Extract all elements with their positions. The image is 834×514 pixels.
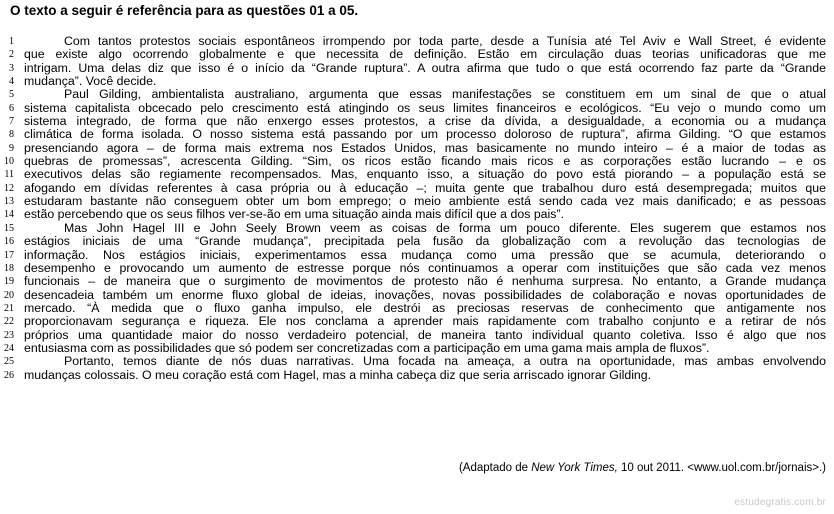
line-text: desempenho e provocando um aumento de estresse porque nós continuamos a operar com instituições que são cada vez menos	[24, 260, 826, 275]
line-number: 22	[4, 316, 14, 328]
line-number: 13	[4, 196, 14, 208]
line-text: Paul Gilding, ambientalista australiano, argumenta que essas manifestações se constituem em um sinal de que o atual	[64, 87, 826, 102]
site-watermark: estudegratis.com.br	[734, 497, 826, 508]
text-line	[0, 275, 834, 288]
line-number: 14	[4, 209, 14, 221]
text-line	[0, 369, 834, 382]
line-number: 2	[9, 49, 14, 61]
text-line	[0, 235, 834, 248]
line-text: informação. Nos estágios iniciais, experimentamos essa mudança como uma pressão que se acumula, deteriorando o	[24, 247, 826, 262]
line-text: executivos delas são regiamente recompensados. Mas, enquanto isso, a situação do povo está piorando – a população está se	[24, 167, 826, 182]
text-line	[0, 142, 834, 155]
line-text: proporcionavam segurança e riqueza. Ele nos conclama a aprender mais rapidamente com trabalho conjunto e a retirar de nós	[24, 314, 826, 329]
text-line	[0, 48, 834, 61]
text-line	[0, 128, 834, 141]
line-text: desencadeia também um enorme fluxo global de ideias, inovações, novas possibilidades de colaboração e novas oportunidades de	[24, 287, 826, 302]
text-line	[0, 115, 834, 128]
line-number: 21	[4, 302, 14, 314]
line-number: 1	[9, 36, 14, 47]
text-line	[0, 155, 834, 168]
text-line	[0, 208, 834, 221]
line-text: climática de forma isolada. O nosso sistema está passando por um processo doloroso de ruptura”, afirma Gilding. “O que estamos	[24, 127, 826, 142]
line-text: quebras de promessas”, acrescenta Gilding. “Sim, os ricos estão ficando mais ricos e as corporações estão lucrando – e os	[24, 154, 826, 169]
line-number: 10	[4, 156, 14, 168]
line-number: 15	[4, 222, 14, 234]
line-number: 24	[4, 342, 14, 354]
line-number: 18	[4, 262, 14, 274]
line-text: Mas John Hagel III e John Seely Brown veem as coisas de forma um pouco diferente. Eles sugerem que estamos nos	[64, 220, 826, 235]
line-text: afogando em dívidas referentes à casa própria ou à educação –; muita gente que trabalhou duro está desempregada; muitos que	[24, 180, 826, 195]
line-number: 5	[9, 89, 14, 101]
text-line	[0, 302, 834, 315]
text-line	[0, 62, 834, 75]
line-number: 16	[4, 236, 14, 248]
page-heading: O texto a seguir é referência para as questões 01 a 05.	[10, 3, 359, 18]
text-line	[0, 75, 834, 88]
line-text: estão percebendo que os seus filhos ver-se-ão em uma situação ainda mais difícil que a dos pais”.	[24, 207, 564, 222]
source-citation	[459, 462, 826, 474]
text-line	[0, 355, 834, 368]
text-line	[0, 249, 834, 262]
text-line	[0, 222, 834, 235]
text-line	[0, 88, 834, 101]
text-line	[0, 182, 834, 195]
line-text: presenciando agora – de forma mais extrema nos Estados Unidos, mas basicamente no mundo inteiro – é a maior de todas as	[24, 140, 826, 155]
line-number: 9	[9, 142, 14, 154]
source-prefix: (Adaptado de	[458, 462, 532, 474]
text-line	[0, 315, 834, 328]
line-number: 3	[9, 62, 14, 74]
line-text: que existe algo ocorrendo globalmente e que necessita de definição. Estão em circulação duas teorias unificadoras que me	[24, 47, 826, 62]
text-line	[0, 35, 834, 48]
line-text: Portanto, temos diante de nós duas narrativas. Uma focada na ameaça, a outra na oportunidade, mas ambas envolvendo	[64, 354, 826, 369]
line-text: intrigam. Uma delas diz que isso é o início da “Grande ruptura”. A outra afirma que tudo o que está ocorrendo faz parte da “Grande	[24, 60, 826, 75]
line-number: 7	[9, 116, 14, 128]
line-text: sistema integrado, de forma que não enxergo esses protestos, a crise da dívida, a desigualdade, a economia ou a mudança	[24, 114, 826, 129]
line-text: estudaram bastante não conseguem obter um bom emprego; o meio ambiente está sendo cada vez mais danificado; e as pessoas	[24, 194, 826, 209]
text-line	[0, 262, 834, 275]
line-text: entusiasma com as possibilidades que só podem ser concretizadas com a participação em uma gama mais ampla de fluxos”.	[24, 340, 710, 355]
source-suffix: 10 out 2011. <www.uol.com.br/jornais>.)	[617, 462, 826, 474]
line-number: 11	[4, 169, 14, 181]
text-line	[0, 342, 834, 355]
line-number: 4	[9, 76, 14, 88]
text-line	[0, 289, 834, 302]
line-number: 26	[4, 369, 14, 381]
line-text: mudanças colossais. O meu coração está com Hagel, mas a minha cabeça diz que seria arriscado ignorar Gilding.	[24, 367, 652, 382]
line-number: 6	[9, 102, 14, 114]
line-number: 25	[4, 356, 14, 368]
text-line	[0, 195, 834, 208]
line-text: próprios uma quantidade maior do nosso verdadeiro potencial, de maneira tanto individual quanto coletiva. Isso é algo que nos	[24, 327, 826, 342]
line-text: mercado. “À medida que o fluxo ganha impulso, ele destrói as preciosas reservas de conhecimento que antigamente nos	[24, 300, 826, 315]
text-line	[0, 168, 834, 181]
line-number: 12	[4, 182, 14, 194]
line-text: funcionais – de maneira que o surgimento de movimentos de protesto não é nenhuma surpresa. No entanto, a Grande mudança	[24, 274, 826, 289]
line-number: 17	[4, 249, 14, 261]
line-text: estágios iniciais de uma “Grande mudança”, precipitada pela fusão da globalização com a revolução das tecnologias de	[24, 234, 826, 249]
text-line	[0, 329, 834, 342]
line-text: mudança”. Você decide.	[24, 74, 157, 89]
line-text: Com tantos protestos sociais espontâneos irrompendo por toda parte, desde a Tunísia até Tel Aviv e Wall Street, é evidente	[64, 34, 826, 48]
text-body	[0, 35, 834, 382]
line-number: 23	[4, 329, 14, 341]
line-number: 19	[4, 276, 14, 288]
line-number: 8	[9, 129, 14, 141]
source-publication: New York Times,	[531, 462, 618, 474]
line-number: 20	[4, 289, 14, 301]
text-line	[0, 102, 834, 115]
line-text: sistema capitalista obcecado pelo crescimento está atingindo os seus limites financeiros e ecológicos. “Eu vejo o mundo como um	[24, 100, 826, 115]
